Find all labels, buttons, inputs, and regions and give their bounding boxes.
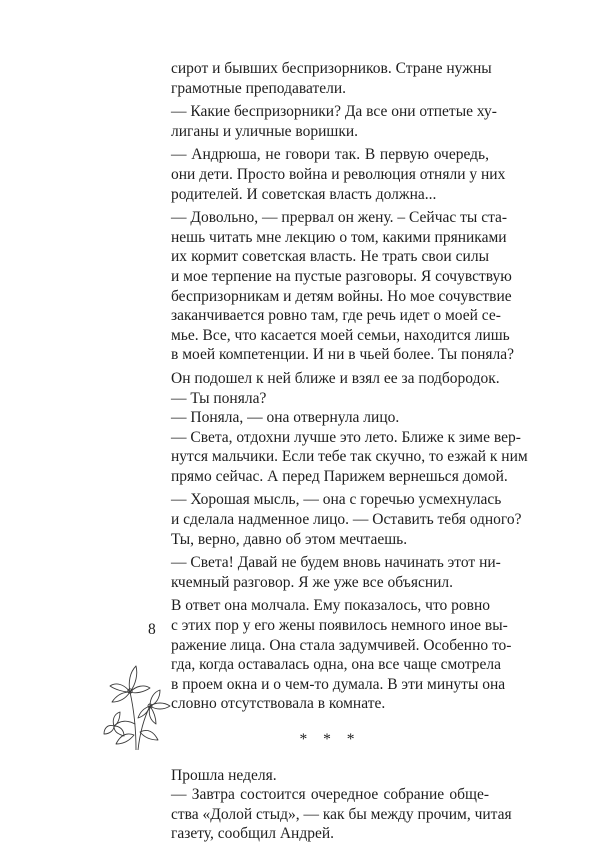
- text-line: они дети. Просто война и революция отняли у них: [171, 165, 506, 183]
- text-line: — Поняла, — она отвернула лицо.: [171, 409, 400, 427]
- text-line: — Ты поняла?: [171, 389, 267, 407]
- text-line: родителей. И советская власть должна...: [171, 185, 437, 203]
- text-line: ражение лица. Она стала задумчивей. Особенно то-: [171, 636, 512, 654]
- text-block: [171, 59, 528, 844]
- section-separator: * * *: [299, 731, 361, 748]
- text-line: заканчивается ровно там, где речь идет о моей се-: [171, 307, 501, 325]
- text-line: Ты, верно, давно об этом мечтаешь.: [171, 530, 408, 548]
- text-line: кчемный разговор. Я же уже все объяснил.: [171, 573, 454, 591]
- text-line: В ответ она молчала. Ему показалось, что ровно: [171, 597, 491, 615]
- text-line: и сделала надменное лицо. — Оставить тебя одного?: [171, 511, 522, 529]
- text-line: сирот и бывших беспризорников. Стране нужны: [171, 60, 492, 77]
- text-line: и мое терпение на пустые разговоры. Я сочувствую: [171, 267, 512, 285]
- text-line: — Завтра состоится очередное собрание обще-: [171, 786, 489, 804]
- text-line: — Света, отдохни лучше это лето. Ближе к зиме вер-: [171, 428, 521, 446]
- text-line: их кормит советская власть. Не трать свои силы: [171, 248, 489, 266]
- text-line: гда, когда оставалась одна, она все чаще смотрела: [171, 656, 502, 674]
- text-line: — Хорошая мысль, — она с горечью усмехнулась: [171, 491, 502, 509]
- text-line: беспризорникам и детям войны. Но мое сочувствие: [171, 287, 512, 305]
- flower-sketch-icon: [100, 640, 172, 750]
- text-line: прямо сейчас. А перед Парижем вернешься домой.: [171, 467, 508, 485]
- text-line: Прошла неделя.: [171, 766, 277, 784]
- text-line: Он подошел к ней ближе и взял ее за подбородок.: [171, 369, 500, 387]
- text-line: нутся мальчики. Если тебе так скучно, то езжай к ним: [171, 448, 528, 466]
- text-line: мье. Все, что касается моей семьи, находится лишь: [171, 326, 510, 344]
- text-line: газету, сообщил Андрей.: [171, 825, 335, 843]
- text-line: грамотные преподаватели.: [171, 79, 347, 97]
- text-line: в проем окна и о чем-то думала. В эти минуты она: [171, 675, 506, 693]
- text-line: нешь читать мне лекцию о том, какими пряниками: [171, 228, 507, 246]
- text-line: — Довольно, — прервал он жену. – Сейчас ты ста-: [171, 209, 508, 227]
- text-line: с этих пор у его жены появилось немного иное вы-: [171, 617, 508, 635]
- text-line: ства «Долой стыд», — как бы между прочим, читая: [171, 805, 512, 823]
- text-line: — Какие беспризорники? Да все они отпетые ху-: [171, 103, 497, 121]
- text-line: — Андрюша, не говори так. В первую очередь,: [171, 146, 489, 164]
- text-line: — Света! Давай не будем вновь начинать этот ни-: [171, 554, 501, 572]
- text-line: в моей компетенции. И ни в чьей более. Ты поняла?: [171, 346, 515, 364]
- page-number: 8: [148, 621, 156, 638]
- text-line: лиганы и уличные воришки.: [171, 122, 359, 140]
- text-line: словно отсутствовала в комнате.: [171, 695, 386, 713]
